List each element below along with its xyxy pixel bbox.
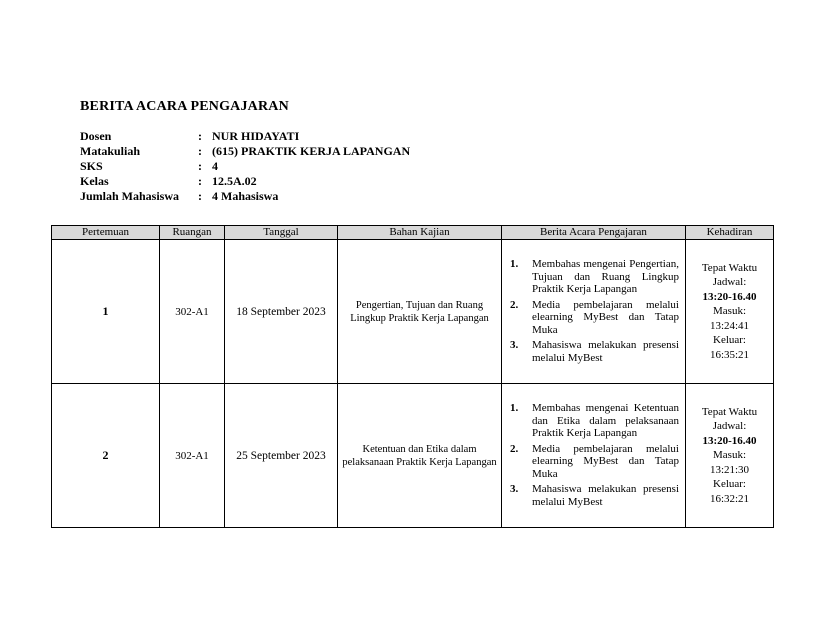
info-value: (615) PRAKTIK KERJA LAPANGAN (212, 144, 411, 158)
checkout-label: Keluar: (713, 478, 746, 491)
list-text: Mahasiswa melakukan presensi melalui MyBest (532, 339, 679, 364)
checkin-label: Masuk: (713, 305, 746, 318)
info-value: 12.5A.02 (212, 174, 257, 188)
list-number: 2. (510, 442, 519, 455)
info-row-matakuliah (80, 144, 410, 159)
header-ruangan: Ruangan (160, 226, 225, 240)
table-row (52, 384, 774, 528)
info-label: Jumlah Mahasiswa (80, 189, 180, 203)
list-number: 1. (510, 258, 519, 270)
header-berita-acara: Berita Acara Pengajaran (502, 226, 686, 240)
info-separator: : (198, 129, 202, 143)
checkin-value: 13:24:41 (709, 319, 750, 332)
info-label: SKS (80, 159, 103, 173)
info-label: Dosen (80, 129, 112, 143)
info-row-kelas (80, 174, 410, 189)
list-number: 2. (510, 298, 519, 311)
list-item (502, 483, 685, 508)
cell-kehadiran (686, 240, 774, 384)
checkout-value: 16:35:21 (709, 348, 750, 361)
cell-berita-acara (502, 240, 686, 384)
list-item (502, 443, 685, 481)
header-tanggal: Tanggal (225, 226, 338, 240)
list-text: Membahas mengenai Ketentuan dan Etika dalam pelaksanaan Praktik Kerja Lapangan (532, 402, 679, 439)
info-separator: : (198, 189, 202, 203)
document-title: BERITA ACARA PENGAJARAN (80, 99, 289, 114)
cell-tanggal: 18 September 2023 (225, 240, 338, 384)
cell-berita-acara (502, 384, 686, 528)
list-number: 3. (510, 483, 519, 495)
info-row-jumlah-mahasiswa (80, 189, 410, 204)
attendance-status: Tepat Waktu (701, 261, 758, 274)
schedule-value: 13:20-16.40 (702, 290, 757, 303)
berita-acara-list (502, 258, 685, 364)
schedule-label: Jadwal: (712, 276, 747, 289)
cell-ruangan: 302-A1 (160, 240, 225, 384)
attendance-table (51, 225, 774, 528)
info-value: 4 (212, 159, 218, 173)
list-text: Membahas mengenai Pengertian, Tujuan dan Ruang Lingkup Praktik Kerja Lapangan (532, 258, 679, 295)
header-kehadiran: Kehadiran (686, 226, 774, 240)
info-row-dosen (80, 129, 410, 144)
checkout-value: 16:32:21 (709, 492, 750, 505)
cell-kehadiran (686, 384, 774, 528)
checkin-label: Masuk: (713, 449, 746, 462)
list-item (502, 402, 685, 440)
info-row-sks (80, 159, 410, 174)
list-item (502, 339, 685, 364)
info-value: 4 Mahasiswa (212, 189, 279, 203)
list-item (502, 299, 685, 337)
list-number: 1. (510, 402, 519, 414)
header-bahan-kajian: Bahan Kajian (338, 226, 502, 240)
info-value: NUR HIDAYATI (212, 129, 300, 143)
attendance-status: Tepat Waktu (701, 405, 758, 418)
cell-pertemuan: 2 (52, 384, 160, 528)
checkout-label: Keluar: (713, 334, 746, 347)
info-separator: : (198, 159, 202, 173)
info-label: Kelas (80, 174, 109, 188)
list-text: Media pembelajaran melalui elearning MyBest dan Tatap Muka (532, 298, 679, 336)
table-row (52, 240, 774, 384)
info-separator: : (198, 174, 202, 188)
cell-bahan-kajian: Ketentuan dan Etika dalam pelaksanaan Praktik Kerja Lapangan (338, 384, 502, 528)
header-pertemuan: Pertemuan (52, 226, 160, 240)
cell-pertemuan: 1 (52, 240, 160, 384)
list-item (502, 258, 685, 296)
list-number: 3. (510, 339, 519, 351)
cell-bahan-kajian: Pengertian, Tujuan dan Ruang Lingkup Praktik Kerja Lapangan (338, 240, 502, 384)
checkin-value: 13:21:30 (709, 463, 750, 476)
list-text: Mahasiswa melakukan presensi melalui MyBest (532, 483, 679, 508)
table-header-row (52, 226, 774, 240)
schedule-label: Jadwal: (712, 420, 747, 433)
berita-acara-list (502, 402, 685, 508)
info-label: Matakuliah (80, 144, 141, 158)
info-separator: : (198, 144, 202, 158)
course-info (80, 129, 410, 204)
schedule-value: 13:20-16.40 (702, 434, 757, 447)
cell-tanggal: 25 September 2023 (225, 384, 338, 528)
list-text: Media pembelajaran melalui elearning MyBest dan Tatap Muka (532, 442, 679, 480)
cell-ruangan: 302-A1 (160, 384, 225, 528)
